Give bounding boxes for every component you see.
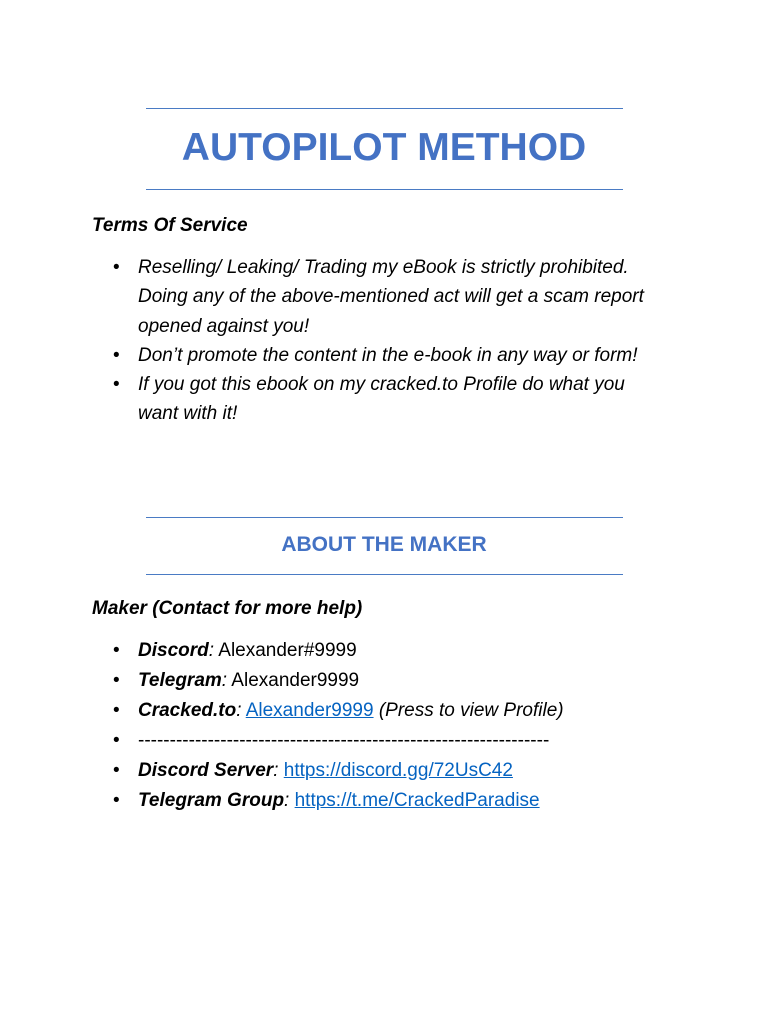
terms-item-text: Reselling/ Leaking/ Trading my eBook is strictly prohibited. Doing any of the above-mentioned act will get a scam report opened against you! xyxy=(138,257,644,337)
discord-label: Discord xyxy=(138,640,209,661)
bullet-icon: • xyxy=(113,257,120,278)
title-bottom-rule xyxy=(146,189,623,190)
terms-list xyxy=(0,253,658,429)
bullet-icon: • xyxy=(113,374,120,396)
list-item xyxy=(0,726,658,756)
terms-item-text: If you got this ebook on my cracked.to Profile do what you want with it! xyxy=(138,374,625,425)
page-title: AUTOPILOT METHOD xyxy=(181,126,587,169)
bullet-icon: • xyxy=(113,640,120,661)
telegram-label: Telegram xyxy=(138,670,222,691)
terms-heading: Terms Of Service xyxy=(92,215,248,236)
separator-dashes: ----------------------------------------------------------------- xyxy=(138,730,550,751)
discord-server-label: Discord Server xyxy=(138,760,274,781)
about-title: ABOUT THE MAKER xyxy=(281,533,487,556)
colon: : xyxy=(208,640,215,661)
list-item xyxy=(0,756,658,786)
colon: : xyxy=(273,760,279,781)
list-item xyxy=(0,786,658,816)
discord-server-link[interactable]: https://discord.gg/72UsC42 xyxy=(283,760,513,781)
telegram-group-label: Telegram Group xyxy=(138,790,285,811)
bullet-icon: • xyxy=(113,700,120,721)
telegram-value: Alexander9999 xyxy=(231,670,360,691)
title-top-rule xyxy=(146,108,623,109)
list-item xyxy=(0,666,658,696)
telegram-group-link[interactable]: https://t.me/CrackedParadise xyxy=(294,790,540,811)
bullet-icon: • xyxy=(113,790,120,811)
terms-item-text: Don’t promote the content in the e-book in any way or form! xyxy=(138,344,638,366)
maker-list xyxy=(0,636,658,816)
maker-heading: Maker (Contact for more help) xyxy=(92,598,363,619)
list-item xyxy=(0,370,658,429)
discord-value: Alexander#9999 xyxy=(218,640,357,661)
colon: : xyxy=(236,700,242,721)
colon: : xyxy=(284,790,290,811)
about-top-rule xyxy=(146,517,623,518)
bullet-icon: • xyxy=(113,730,120,751)
cracked-profile-link[interactable]: Alexander9999 xyxy=(245,700,374,721)
list-item xyxy=(0,341,658,370)
about-bottom-rule xyxy=(146,574,623,575)
bullet-icon: • xyxy=(113,760,120,781)
list-item xyxy=(0,636,658,666)
list-item xyxy=(0,253,658,341)
cracked-note: (Press to view Profile) xyxy=(378,700,564,721)
bullet-icon: • xyxy=(113,344,120,366)
cracked-label: Cracked.to xyxy=(138,700,237,721)
list-item xyxy=(0,696,658,726)
colon: : xyxy=(221,670,228,691)
bullet-icon: • xyxy=(113,670,120,691)
